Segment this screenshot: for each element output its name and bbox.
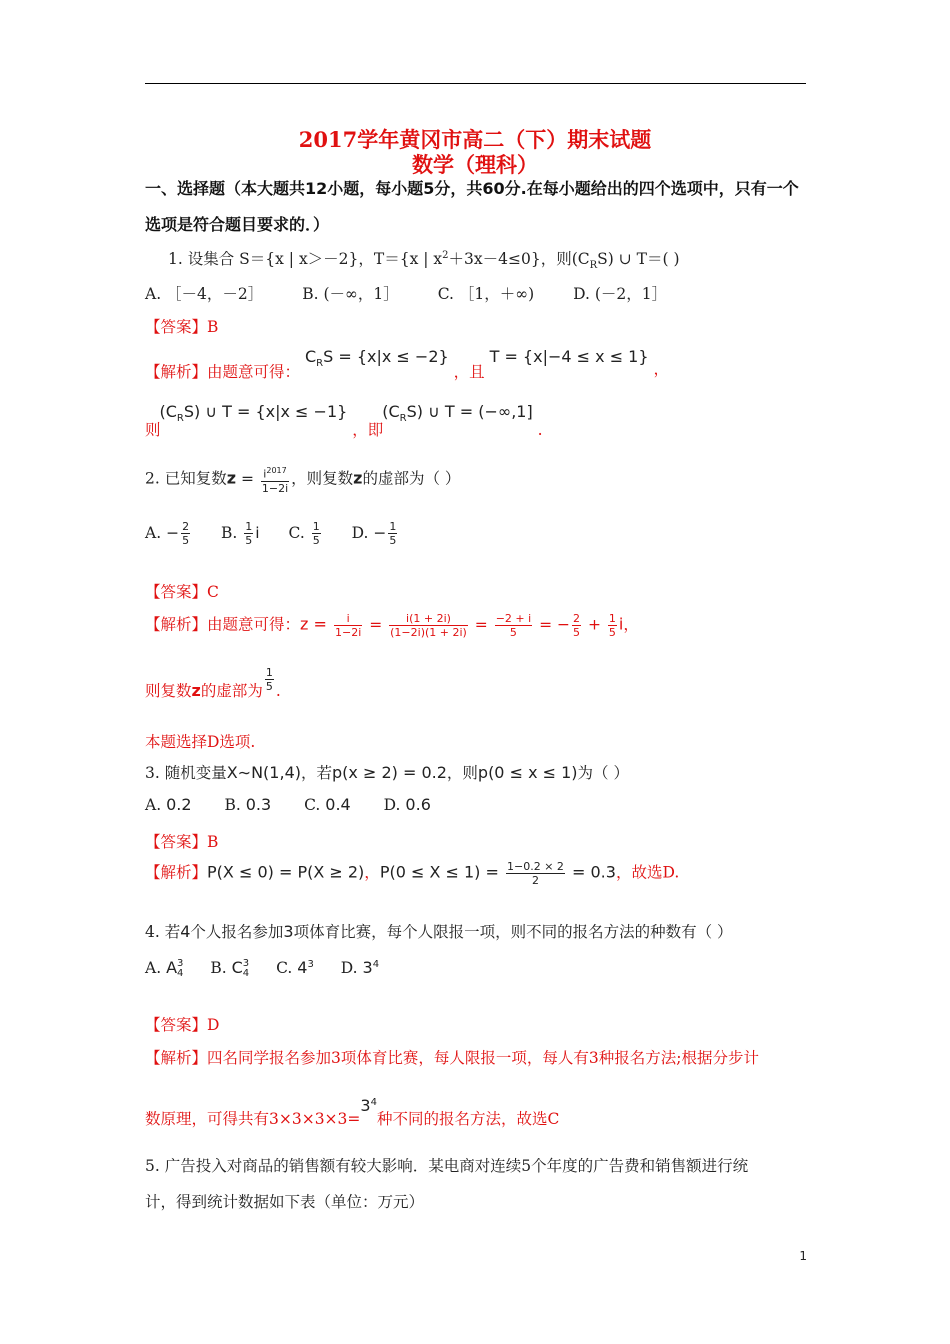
exam-title: 2017学年黄冈市高二（下）期末试题 — [298, 127, 652, 152]
q2-stem: 2. 已知复数z = $\frac{i^{2017}}{1-2i}$ ，则复数z的虚部为（ ） — [145, 466, 461, 495]
q1-options — [145, 282, 701, 304]
q5-stem-line1: 5. 广告投入对商品的销售额有较大影响．某电商对连续5个年度的广告费和销售额进行统 — [145, 1157, 749, 1175]
q4-stem: 4. 若4个人报名参加3项体育比赛，每个人限报一项，则不同的报名方法的种数有（ ） — [145, 922, 733, 941]
q2-options — [145, 520, 399, 547]
q1-stem: 1. 设集合 S＝{x | x＞－2}，T＝{x | $x^2+3x-4\le 0$}，则$(C_RS)$ ∪ T＝( ) — [168, 249, 680, 272]
q3-option-d: D. 0.6 — [383, 795, 431, 814]
q3-options — [145, 795, 431, 814]
q1-option-b: B. (－∞，1］ — [302, 285, 399, 303]
q1-option-d: D. (－2，1］ — [573, 285, 668, 303]
q3-stem: 3. 随机变量X∼N(1,4)，若p(x ≥ 2) = 0.2，则p(0 ≤ x ≤ 1)为（ ） — [145, 763, 629, 782]
q1-option-c: C. ［1，＋∞) — [437, 285, 535, 303]
q4-option-b: B. C 3 4 — [210, 958, 250, 979]
section-heading-line1: 一、选择题（本大题共12小题，每小题5分，共60分.在每小题给出的四个选项中，只有一个 — [145, 179, 799, 198]
q3-option-a: A. 0.2 — [145, 795, 192, 814]
header-rule — [145, 83, 806, 84]
page-number: 1 — [799, 1249, 807, 1263]
q1-option-a: A. ［－4，－2］ — [145, 285, 264, 303]
q4-answer: 【答案】D — [145, 1016, 220, 1034]
q4-analysis-line2: 数原理，可得共有$3\times 3\times 3\times 3=3^4$种不同的报名方法，故选C — [145, 1096, 560, 1128]
q3-option-c: C. 0.4 — [304, 795, 351, 814]
q4-analysis-line1: 【解析】四名同学报名参加3项体育比赛，每人限报一项，每人有3种报名方法;根据分步计 — [145, 1049, 759, 1067]
q2-analysis-line1: 【解析】由题意可得：z = $\frac{i}{1-2i}$ = $\frac{i(1 + 2i)}{(1-2i)(1 + 2i)}$ = $\frac{-2 + i}{5}$ = − $\frac{2}{5}$ + $\frac{1}{5}$ i， — [145, 612, 639, 639]
q4-options — [145, 958, 379, 979]
q2-analysis-line3: 本题选择D选项. — [145, 733, 256, 751]
q4-option-c: C. $4^3$ — [276, 958, 314, 977]
q3-analysis: 【解析】P(X ≤ 0) = P(X ≥ 2)，P(0 ≤ X ≤ 1) = $\frac{1-0.2 \times 2}{2}$ = 0.3，故选D. — [145, 860, 680, 887]
q5-stem-line2: 计，得到统计数据如下表（单位：万元） — [145, 1193, 425, 1211]
q1-analysis-line2: 则 $(C_RS)$ ∪ T = {x|x ≤ −1} ，即 $(C_RS)$ ∪ T = (−∞,1] . — [145, 402, 543, 439]
q4-option-d: D. $3^4$ — [340, 958, 380, 977]
q2-answer: 【答案】C — [145, 583, 219, 601]
q2-option-b: B. $\frac{1}{5}$ i — [221, 520, 260, 547]
q3-option-b: B. 0.3 — [224, 795, 272, 814]
section-heading-line2: 选项是符合题目要求的．） — [145, 215, 330, 234]
exam-subtitle: 数学（理科） — [412, 152, 538, 177]
q2-option-c: C. $\frac{1}{5}$ — [288, 520, 320, 547]
q1-answer: 【答案】B — [145, 318, 219, 336]
q2-option-d: D. − $\frac{1}{5}$ — [351, 520, 397, 547]
q3-answer: 【答案】B — [145, 833, 219, 851]
q2-analysis-line2: 则复数z的虚部为 $\frac{1}{5}$ . — [145, 666, 281, 700]
q2-option-a: A. − $\frac{2}{5}$ — [145, 520, 190, 547]
q1-analysis-line1: 【解析】由题意可得： $C_RS = \{x|x \le -2\}$ ，且 T = {x|−4 ≤ x ≤ 1} ， — [145, 347, 669, 381]
q4-option-a: A. A 3 4 — [145, 958, 184, 979]
